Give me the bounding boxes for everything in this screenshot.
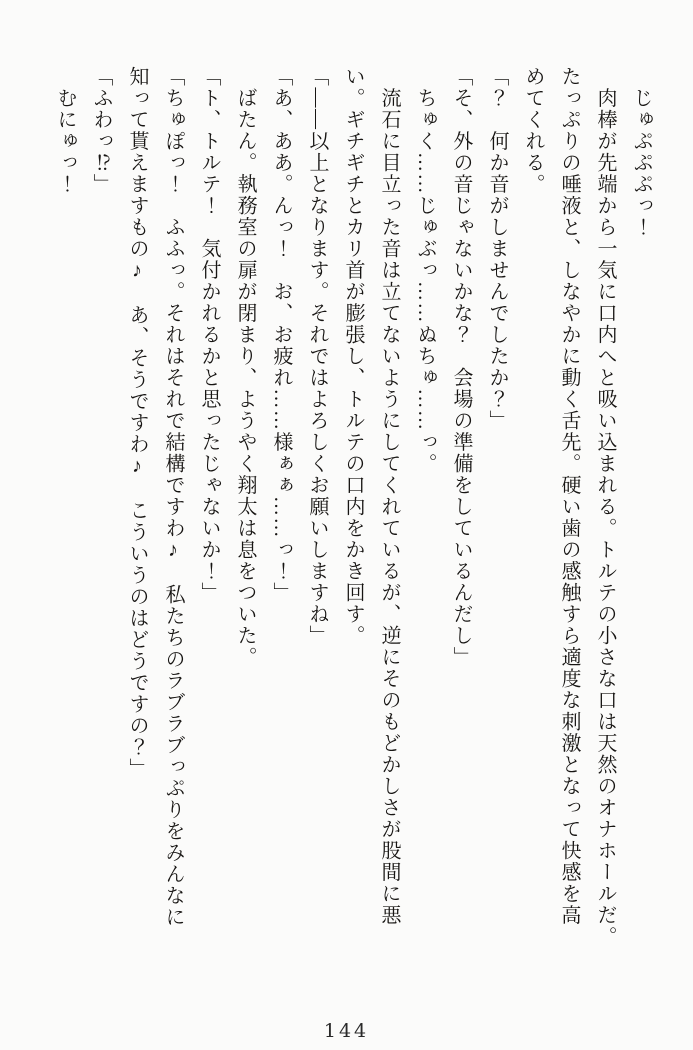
text-column: 流石に目立った音は立てないようにしてくれているが、逆にそのもどかしさが股間に悪: [378, 66, 400, 926]
text-column: 「あ、ああ。んっ！ お、お疲れ……様ぁぁ……っ！」: [270, 66, 292, 604]
text-column: ばたん。執務室の扉が閉まり、ようやく翔太は息をついた。: [234, 66, 256, 668]
page-number: 144: [323, 1020, 370, 1042]
text-column: ちゅく……じゅぶっ……ぬちゅ……っ。: [414, 66, 436, 475]
text-column: 肉棒が先端から一気に口内へと吸い込まれる。トルテの小さな口は天然のオナホールだ。: [594, 66, 616, 948]
text-column: 「ちゅぽっ！ ふふっ。それはそれで結構ですわ♪ 私たちのラブラブっぷりをみんなに: [162, 66, 184, 928]
text-column: 「？ 何か音がしませんでしたか？」: [486, 66, 508, 432]
text-column: 「ふわっ⁉」: [90, 66, 112, 195]
text-block: [47, 66, 659, 971]
text-column: たっぷりの唾液と、しなやかに動く舌先。硬い歯の感触すら適度な刺激となって快感を高: [558, 66, 580, 926]
text-column: 「ト、トルテ！ 気付かれるかと思ったじゃないか！」: [198, 66, 220, 604]
text-column: い。ギチギチとカリ首が膨張し、トルテの口内をかき回す。: [342, 66, 364, 647]
text-column: 「――以上となります。それではよろしくお願いしますね」: [306, 66, 328, 647]
text-column: むにゅっ！: [54, 66, 76, 195]
text-column: 「そ、外の音じゃないかな？ 会場の準備をしているんだし」: [450, 66, 472, 668]
text-column: 知って貰えますもの♪ あ、そうですわ♪ こういうのはどうですの？」: [126, 66, 148, 780]
text-column: じゅぷぷぷっ！: [630, 66, 652, 238]
text-column: めてくれる。: [522, 66, 544, 195]
